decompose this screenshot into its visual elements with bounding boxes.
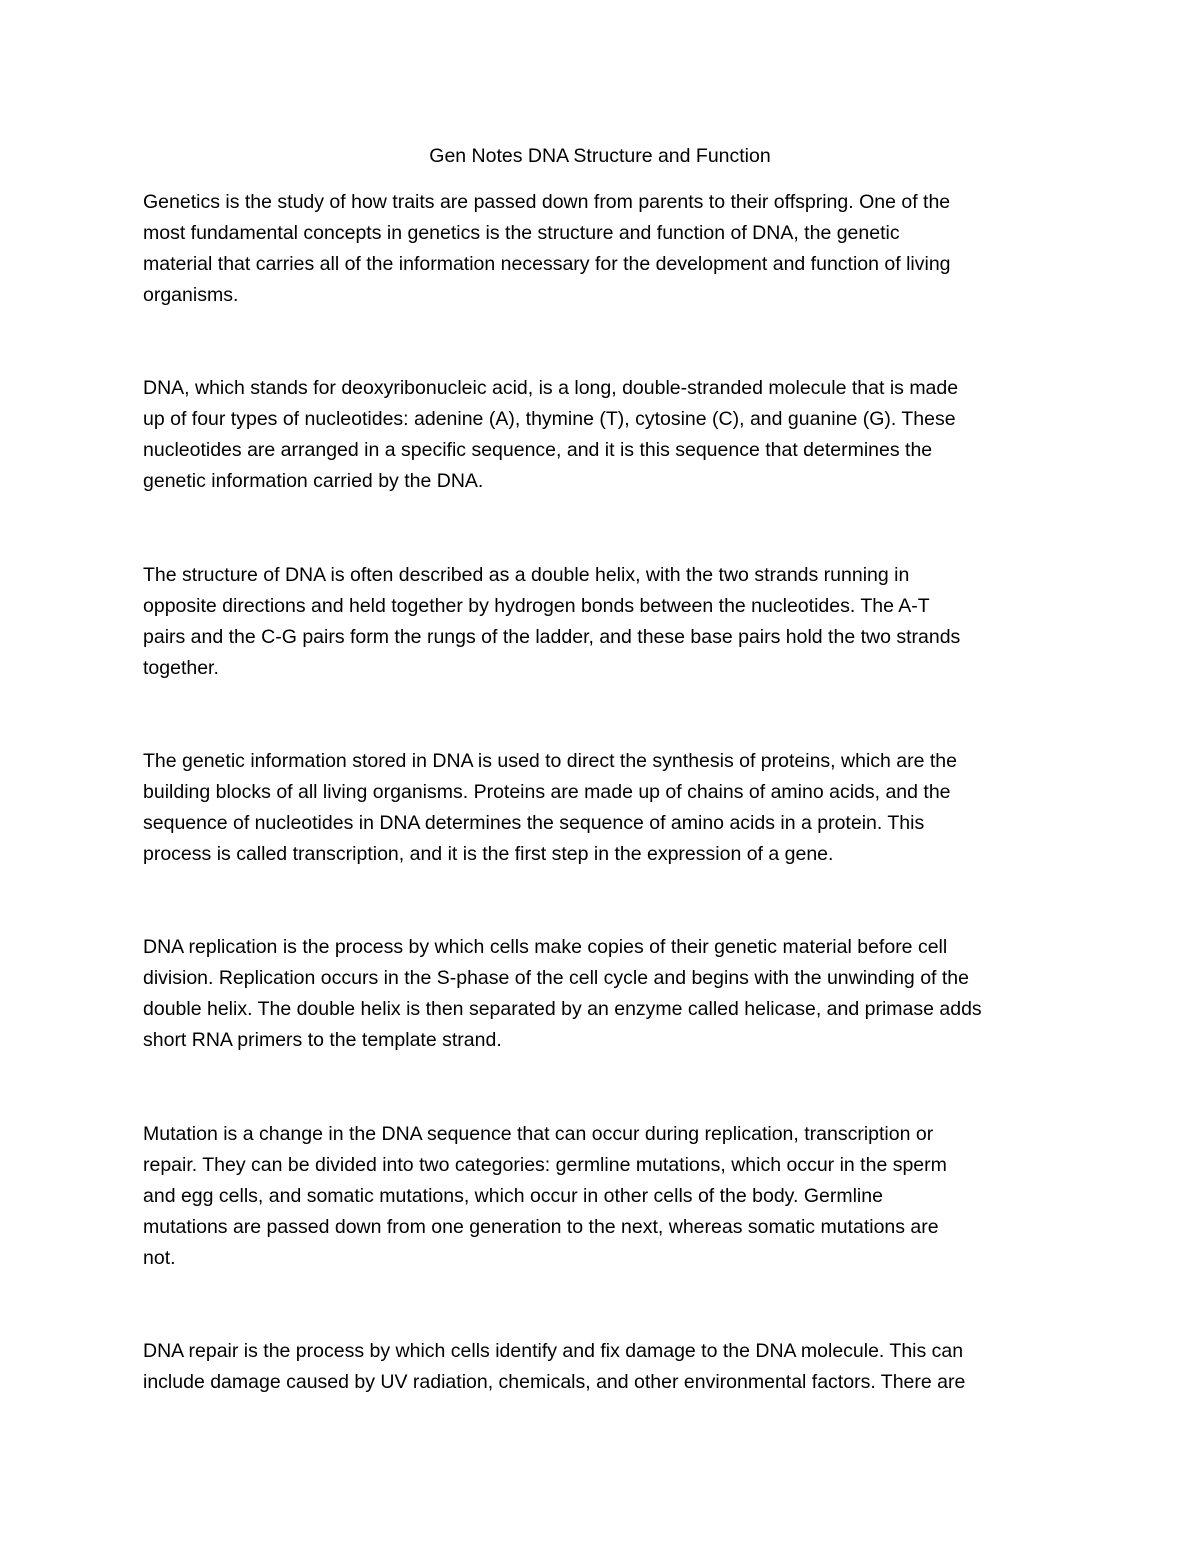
text-line: sequence of nucleotides in DNA determines the sequence of amino acids in a protein. This xyxy=(143,812,925,834)
paragraph-dna-definition xyxy=(143,373,1068,497)
text-line: DNA, which stands for deoxyribonucleic acid, is a long, double-stranded molecule that is made xyxy=(143,377,959,399)
text-line: pairs and the C-G pairs form the rungs of the ladder, and these base pairs hold the two strands xyxy=(143,626,961,648)
text-line: process is called transcription, and it is the first step in the expression of a gene. xyxy=(143,843,834,865)
text-line: include damage caused by UV radiation, chemicals, and other environmental factors. There are xyxy=(143,1371,966,1393)
document-title: Gen Notes DNA Structure and Function xyxy=(429,145,771,167)
text-line: division. Replication occurs in the S-phase of the cell cycle and begins with the unwinding of the xyxy=(143,967,969,989)
text-line: The genetic information stored in DNA is used to direct the synthesis of proteins, which are the xyxy=(143,750,958,772)
text-line: nucleotides are arranged in a specific sequence, and it is this sequence that determines the xyxy=(143,439,933,461)
text-line: together. xyxy=(143,657,219,679)
text-line: mutations are passed down from one generation to the next, whereas somatic mutations are xyxy=(143,1216,939,1238)
text-line: and egg cells, and somatic mutations, which occur in other cells of the body. Germline xyxy=(143,1185,883,1207)
paragraph-protein-synthesis xyxy=(143,746,1068,870)
text-line: building blocks of all living organisms. Proteins are made up of chains of amino acids, and the xyxy=(143,781,951,803)
text-line: DNA replication is the process by which cells make copies of their genetic material before cell xyxy=(143,936,948,958)
paragraph-dna-replication xyxy=(143,932,1068,1056)
text-line: organisms. xyxy=(143,284,239,306)
text-line: short RNA primers to the template strand. xyxy=(143,1029,502,1051)
text-line: Mutation is a change in the DNA sequence that can occur during replication, transcription or xyxy=(143,1123,934,1145)
text-line: genetic information carried by the DNA. xyxy=(143,470,484,492)
text-line: The structure of DNA is often described as a double helix, with the two strands running in xyxy=(143,564,910,586)
text-line: most fundamental concepts in genetics is the structure and function of DNA, the genetic xyxy=(143,222,900,244)
paragraph-mutation xyxy=(143,1119,1068,1274)
text-line: not. xyxy=(143,1247,176,1269)
text-line: opposite directions and held together by hydrogen bonds between the nucleotides. The A-T xyxy=(143,595,930,617)
text-line: repair. They can be divided into two categories: germline mutations, which occur in the sperm xyxy=(143,1154,947,1176)
text-line: Genetics is the study of how traits are passed down from parents to their offspring. One of the xyxy=(143,191,951,213)
text-line: double helix. The double helix is then separated by an enzyme called helicase, and primase adds xyxy=(143,998,982,1020)
paragraph-genetics-intro xyxy=(143,187,1068,311)
paragraph-double-helix xyxy=(143,560,1068,684)
text-line: DNA repair is the process by which cells identify and fix damage to the DNA molecule. This can xyxy=(143,1340,964,1362)
text-line: material that carries all of the information necessary for the development and function of living xyxy=(143,253,951,275)
paragraph-dna-repair xyxy=(143,1336,1068,1398)
text-line: up of four types of nucleotides: adenine (A), thymine (T), cytosine (C), and guanine (G). These xyxy=(143,408,956,430)
